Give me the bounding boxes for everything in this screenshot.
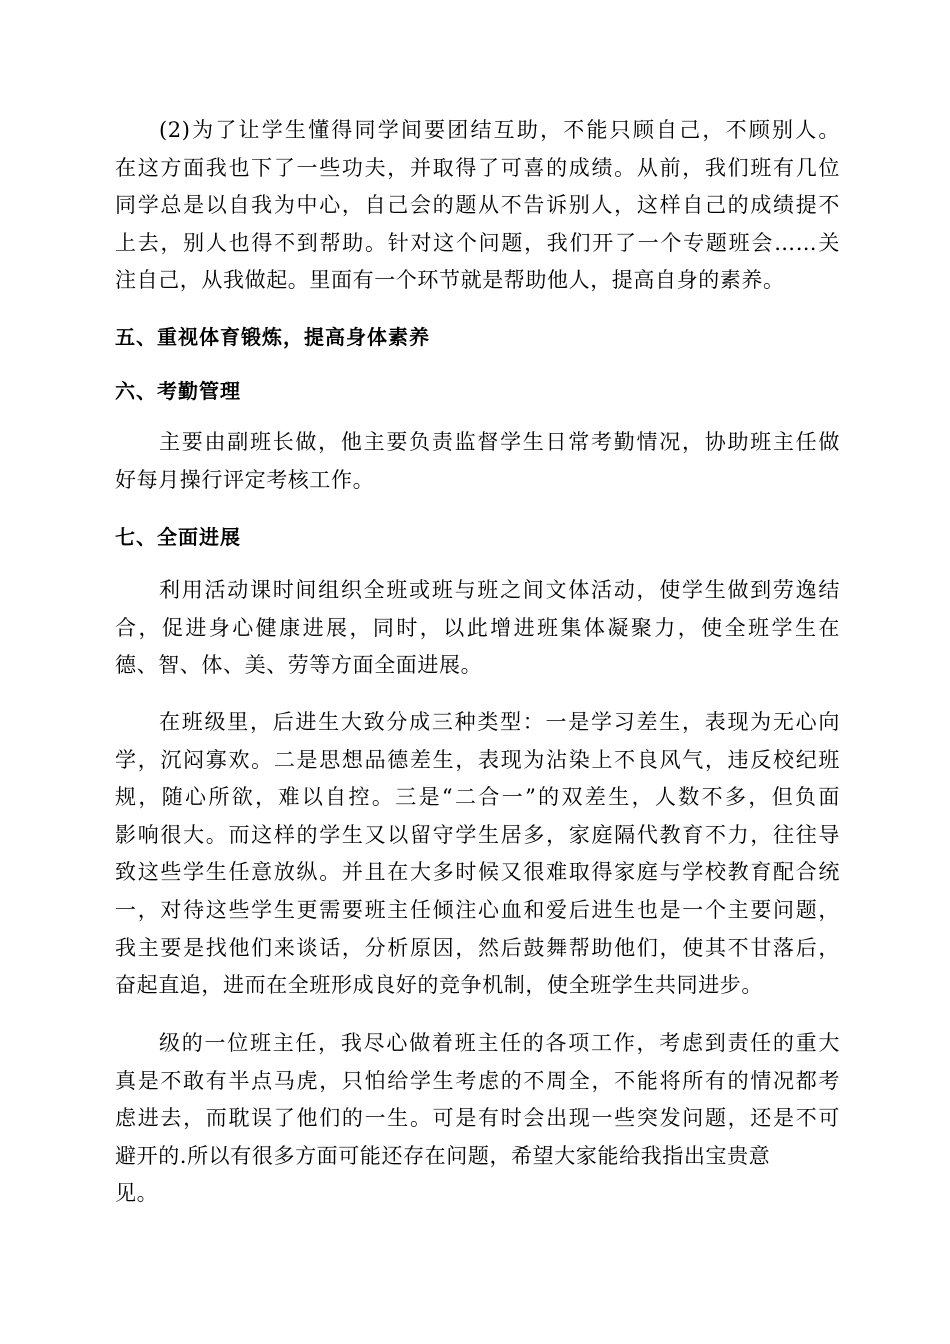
text-line: 致这些学生任意放纵。并且在大多时候又很难取得家庭与学校教育配合统 [115, 860, 840, 885]
text-line: 学，沉闷寡欢。二是思想品德差生，表现为沾染上不良风气，违反校纪班 [115, 747, 840, 772]
text-line: 同学总是以自我为中心，自己会的题从不告诉别人，这样自己的成绩提不 [115, 193, 840, 218]
text-line: 奋起直追，进而在全班形成良好的竞争机制，使全班学生共同进步。 [115, 973, 763, 998]
paragraph-conclusion [115, 1025, 840, 1213]
text-line: 避开的.所以有很多方面可能还存在问题，希望大家能给我指出宝贵意 [115, 1143, 771, 1168]
text-line: 合，促进身心健康进展，同时，以此增进班集体凝聚力，使全班学生在 [115, 615, 840, 640]
paragraph-helping-classmates [115, 112, 840, 300]
text-line: 利用活动课时间组织全班或班与班之间文体活动，使学生做到劳逸结 [159, 578, 840, 602]
text-line: (2)为了让学生懂得同学间要团结互助，不能只顾自己，不顾别人。 [159, 118, 840, 142]
text-line: 主要由副班长做，他主要负责监督学生日常考勤情况，协助班主任做 [159, 430, 840, 454]
text-line: 上去，别人也得不到帮助。针对这个问题，我们开了一个专题班会……关 [115, 230, 840, 255]
section-heading-7: 七、全面进展 [115, 525, 241, 549]
text-line: 注自己，从我做起。里面有一个环节就是帮助他人，提高自身的素养。 [115, 268, 785, 293]
text-line: 一，对待这些学生更需要班主任倾注心血和爱后进生也是一个主要问题， [115, 897, 840, 922]
text-line: 真是不敢有半点马虎，只怕给学生考虑的不周全，不能将所有的情况都考 [115, 1068, 840, 1093]
section-heading-6: 六、考勤管理 [115, 379, 241, 403]
text-line: 虑进去，而耽误了他们的一生。可是有时会出现一些突发问题，还是不可 [115, 1106, 840, 1131]
text-line: 好每月操行评定考核工作。 [115, 467, 375, 492]
text-line: 影响很大。而这样的学生又以留守学生居多，家庭隔代教育不力，往往导 [115, 822, 840, 847]
text-line: 见。 [115, 1181, 159, 1206]
text-line: 我主要是找他们来谈话，分析原因，然后鼓舞帮助他们，使其不甘落后， [115, 935, 840, 960]
text-line: 德、智、体、美、劳等方面全面进展。 [115, 653, 483, 678]
paragraph-activities [115, 572, 840, 685]
text-line: 在这方面我也下了一些功夫，并取得了可喜的成绩。从前，我们班有几位 [115, 155, 840, 180]
text-line: 级的一位班主任，我尽心做着班主任的各项工作，考虑到责任的重大 [159, 1031, 840, 1055]
text-line: 在班级里，后进生大致分成三种类型：一是学习差生，表现为无心向 [159, 710, 840, 734]
paragraph-struggling-students [115, 704, 840, 1005]
text-line: 规，随心所欲，难以自控。三是“二合一”的双差生，人数不多，但负面 [115, 785, 840, 810]
paragraph-attendance [115, 424, 840, 499]
section-heading-5: 五、重视体育锻炼，提高身体素养 [115, 325, 430, 349]
